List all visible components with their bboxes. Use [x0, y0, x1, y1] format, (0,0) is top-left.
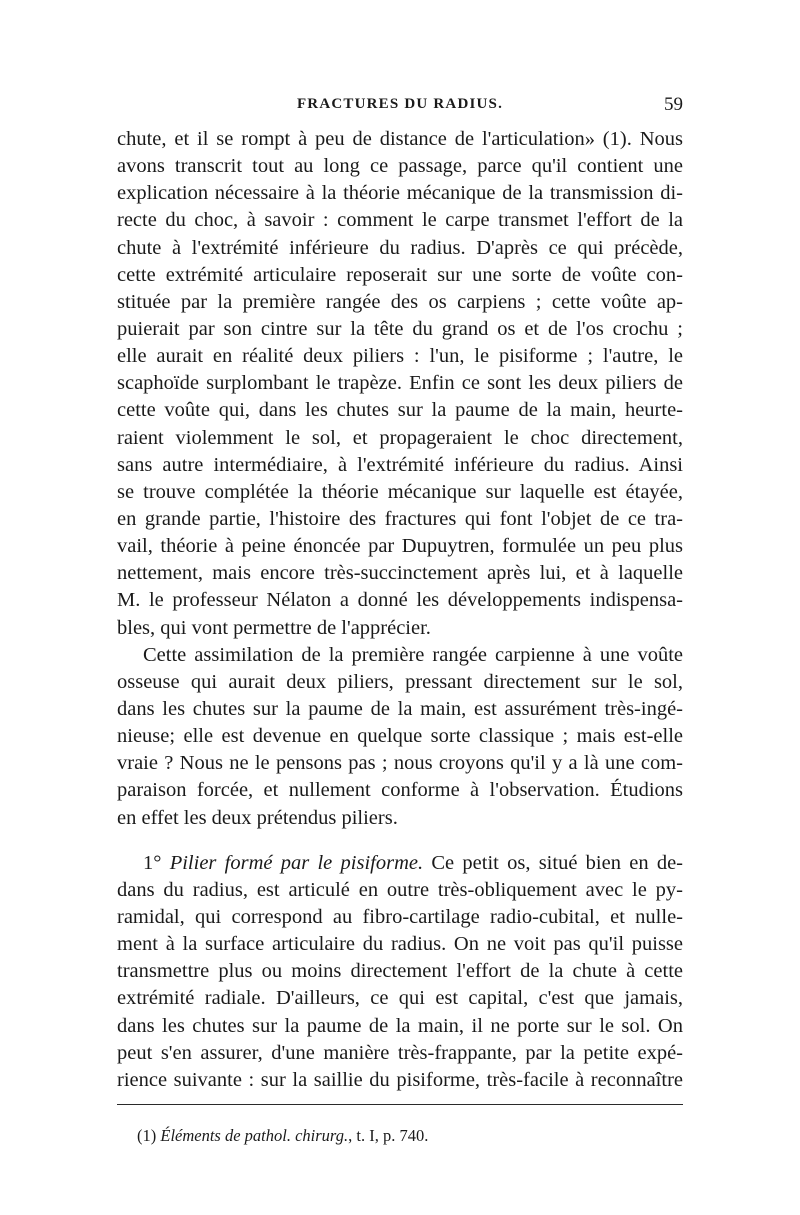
text-line: chute à l'extrémité inférieure du radius. D'après ce qui précède,: [117, 236, 683, 259]
footnote-title: Éléments de pathol. chirurg.: [160, 1126, 349, 1145]
text-line: sans autre intermédiaire, à l'extrémité inférieure du radius. Ainsi: [117, 453, 683, 476]
section-heading-line: [117, 850, 683, 877]
text-line: raient violemment le sol, et propageraient le choc directement,: [117, 426, 683, 449]
paragraph-spacer: [117, 832, 683, 850]
text-line: bles, qui vont permettre de l'apprécier.: [117, 616, 431, 639]
text-line: stituée par la première rangée des os carpiens ; cette voûte ap-: [117, 290, 683, 313]
text-line: en effet les deux prétendus piliers.: [117, 806, 398, 829]
text-line: vail, théorie à peine énoncée par Dupuytren, formulée un peu plus: [117, 535, 683, 558]
text-line: explication nécessaire à la théorie mécanique de la transmission di-: [117, 182, 683, 205]
text-line: M. le professeur Nélaton a donné les développements indispensa-: [117, 589, 683, 612]
text-line: rience suivante : sur la saillie du pisiforme, très-facile à reconnaître: [117, 1068, 683, 1091]
text-fragment: Ce petit os, situé bien en de-: [423, 851, 683, 874]
paragraph-3: [117, 850, 683, 1094]
footnote-number: (1): [137, 1126, 161, 1145]
text-line: osseuse qui aurait deux piliers, pressant directement sur le sol,: [117, 670, 683, 693]
text-line: dans du radius, est articulé en outre très-obliquement avec le py-: [117, 878, 683, 901]
text-line: Cette assimilation de la première rangée carpienne à une voûte: [143, 643, 683, 666]
text-line: peut s'en assurer, d'une manière très-frappante, par la petite expé-: [117, 1041, 683, 1064]
text-line: puierait par son cintre sur la tête du grand os et de l'os crochu ;: [117, 317, 683, 340]
footnote-reference: , t. I, p. 740.: [348, 1126, 429, 1145]
text-line: cette voûte qui, dans les chutes sur la paume de la main, heurte-: [117, 399, 683, 422]
section-number: 1°: [143, 851, 170, 874]
text-line: nettement, mais encore très-succinctement après lui, et à laquelle: [117, 562, 683, 585]
text-line: recte du choc, à savoir : comment le carpe transmet l'effort de la: [117, 209, 683, 232]
page-number: 59: [664, 94, 683, 115]
text-line: nieuse; elle est devenue en quelque sorte classique ; mais est-elle: [117, 725, 683, 748]
page-header: [117, 92, 683, 118]
text-line: transmettre plus ou moins directement l'effort de la chute à cette: [117, 960, 683, 983]
text-line: vraie ? Nous ne le pensons pas ; nous croyons qu'il y a là une com-: [117, 752, 683, 775]
text-line: extrémité radiale. D'ailleurs, ce qui est capital, c'est que jamais,: [117, 987, 683, 1010]
section-heading: Pilier formé par le pisiforme.: [169, 851, 424, 874]
text-line: se trouve complétée la théorie mécanique sur laquelle est étayée,: [117, 480, 683, 503]
text-line: scaphoïde surplombant le trapèze. Enfin ce sont les deux piliers de: [117, 372, 683, 395]
text-line: elle aurait en réalité deux piliers : l'un, le pisiforme ; l'autre, le: [117, 345, 683, 368]
paragraph-2: [117, 642, 683, 832]
running-head: FRACTURES DU RADIUS.: [296, 96, 504, 112]
text-line: paraison forcée, et nullement conforme à l'observation. Étudions: [117, 779, 683, 802]
footnote: [137, 1126, 428, 1146]
paragraph-1: [117, 126, 683, 642]
body-text: [117, 126, 683, 1094]
text-line: chute, et il se rompt à peu de distance de l'articulation» (1). Nous: [117, 128, 683, 150]
footnote-rule: [117, 1104, 683, 1105]
text-line: dans les chutes sur la paume de la main, il ne porte sur le sol. On: [117, 1014, 683, 1037]
text-line: cette extrémité articulaire reposerait sur une sorte de voûte con-: [117, 263, 683, 286]
text-line: ramidal, qui correspond au fibro-cartilage radio-cubital, et nulle-: [117, 905, 683, 928]
text-line: dans les chutes sur la paume de la main, est assurément très-ingé-: [117, 697, 683, 720]
text-line: en grande partie, l'histoire des fractures qui font l'objet de ce tra-: [117, 507, 683, 530]
text-line: ment à la surface articulaire du radius. On ne voit pas qu'il puisse: [117, 933, 683, 956]
text-line: avons transcrit tout au long ce passage, parce qu'il contient une: [117, 155, 683, 178]
